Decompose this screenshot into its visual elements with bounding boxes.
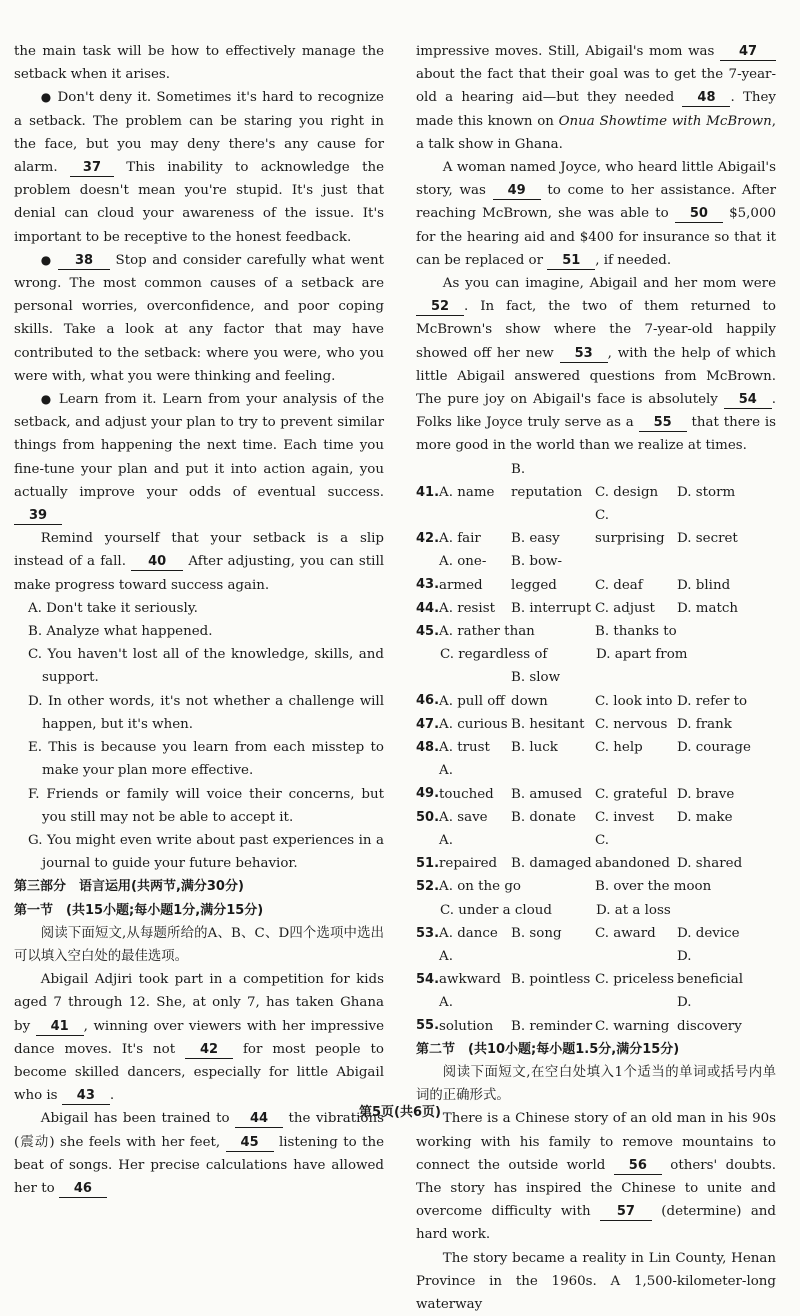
mcq-question (416, 620, 776, 666)
grammar-paragraph-2: The story became a reality in Lin County, Henan Province in the 1960s. A 1,500-kilometer-long waterway (416, 1250, 776, 1312)
answer-option[interactable]: A. trust (439, 740, 490, 756)
right-column (416, 40, 776, 1316)
question-number: 50. (416, 809, 440, 825)
answer-option[interactable]: C. abandoned (595, 832, 670, 872)
option-list (14, 597, 384, 875)
grammar-paragraph-1: There is a Chinese story of an old man in his 90s working with his family to remove mountains to connect the outside world 56 others' doubts. The story has inspired the Chinese to unite and overcome difficulty with 57 (determine) and hard work. (416, 1111, 777, 1243)
mcq-question (416, 829, 776, 875)
question-number: 53. (416, 925, 440, 941)
mcq-question (416, 991, 776, 1037)
answer-option[interactable]: B. reputation (511, 461, 583, 500)
answer-option[interactable]: C. award (595, 925, 656, 941)
question-number: 47. (416, 716, 440, 732)
question-number: 46. (416, 693, 440, 709)
mcq-question (416, 945, 776, 991)
answer-option[interactable]: D. at a loss (596, 902, 671, 918)
page-footer: 第5页(共6页) (359, 1105, 441, 1120)
answer-option[interactable]: A. save (439, 809, 488, 825)
option-b: B. Analyze what happened. (28, 624, 213, 640)
question-number: 52. (416, 879, 440, 895)
left-paragraph-remind: Remind yourself that your setback is a slip instead of a fall. 40 After adjusting, you can still make progress toward success again. (14, 531, 385, 593)
question-number: 51. (416, 856, 440, 872)
blank-39[interactable]: 39 (14, 508, 62, 525)
cloze-paragraph-5: As you can imagine, Abigail and her mom were 52 . In fact, the two of them returned to McBrown's show where the 7-year-old happily showed off her new 53 , with the help of which little Abigail answered questions from McBrown. The pure joy on Abigail's face is absolutely 54 . Folks like Joyce truly serve as a 55 that there is more good in the world than we realize at times. (416, 276, 776, 454)
answer-option[interactable]: D. secret (677, 531, 738, 547)
question-number: 42. (416, 531, 440, 547)
answer-option[interactable]: C. adjust (595, 600, 655, 616)
answer-option[interactable]: D. storm (677, 484, 736, 500)
answer-option[interactable]: B. amused (511, 786, 583, 802)
answer-option[interactable]: B. slow down (511, 670, 561, 709)
bullet-icon: ● (40, 90, 53, 105)
bullet-icon: ● (40, 392, 53, 407)
answer-option[interactable]: D. discovery (677, 995, 742, 1034)
cloze-paragraph-3: impressive moves. Still, Abigail's mom was 47 about the fact that their goal was to get the 7-year-old a hearing aid—but they needed 48 . They made this known on Onua Showtime with McBrown, a talk show in Ghana. (416, 44, 776, 152)
mcq-question (416, 922, 776, 945)
mcq-list (416, 458, 776, 1038)
answer-option[interactable]: B. easy (511, 531, 560, 547)
question-number: 54. (416, 972, 440, 988)
answer-option[interactable]: C. nervous (595, 716, 668, 732)
answer-option[interactable]: D. shared (677, 856, 743, 872)
section2-instruction: 阅读下面短文,在空白处填入1个适当的单词或括号内单词的正确形式。 (416, 1064, 776, 1104)
mcq-question (416, 666, 776, 712)
cloze-paragraph-4: A woman named Joyce, who heard little Abigail's story, was 49 to come to her assistance. After reaching McBrown, she was able to 50 $5,000 for the hearing aid and $400 for insurance so that it can be replaced or 51 , if needed. (416, 160, 776, 268)
answer-option[interactable]: A. solution (439, 995, 494, 1034)
section1-instruction: 阅读下面短文,从每题所给的A、B、C、D四个选项中选出可以填入空白处的最佳选项。 (14, 925, 384, 964)
question-number: 48. (416, 740, 440, 756)
answer-option[interactable]: B. song (511, 925, 562, 941)
answer-option[interactable]: B. pointless (511, 972, 591, 988)
answer-option[interactable]: C. invest (595, 809, 654, 825)
blank-52[interactable]: 52 (416, 299, 464, 316)
question-number: 41. (416, 484, 440, 500)
answer-option[interactable]: D. make (677, 809, 733, 825)
question-number: 43. (416, 577, 440, 593)
answer-option[interactable]: A. repaired (439, 832, 498, 872)
answer-option[interactable]: C. regardless of (440, 647, 548, 663)
answer-option[interactable]: A. fair (439, 531, 481, 547)
option-c: C. You haven't lost all of the knowledge, skills, and support. (28, 647, 384, 686)
left-paragraph-1: the main task will be how to effectively manage the setback when it arises. (14, 44, 384, 83)
answer-option[interactable]: D. match (677, 600, 738, 616)
question-number: 44. (416, 600, 440, 616)
answer-option[interactable]: A. touched (439, 763, 494, 802)
mcq-question (416, 759, 776, 805)
bullet-icon: ● (40, 252, 53, 267)
blank-38[interactable]: 38 (58, 253, 110, 270)
answer-option[interactable]: C. surprising (595, 508, 665, 547)
show-title: Onua Showtime with McBrown (558, 113, 772, 129)
answer-option[interactable]: C. grateful (595, 786, 668, 802)
answer-option[interactable]: B. thanks to (595, 624, 677, 640)
part3-title: 第三部分 语言运用(共两节,满分30分) (14, 879, 244, 895)
cloze-paragraph-2: Abigail has been trained to 44 the vibrations (震动) she feels with her feet, 45 listening to the beat of songs. Her precise calculations have allowed her to 46 (14, 1111, 384, 1196)
blank-46[interactable]: 46 (59, 1181, 107, 1198)
question-number: 45. (416, 624, 440, 640)
mcq-question (416, 458, 776, 504)
answer-option[interactable]: C. warning (595, 1018, 670, 1034)
blank-56[interactable]: 56 (614, 1158, 662, 1175)
blank-44[interactable]: 44 (235, 1111, 283, 1128)
blank-42[interactable]: 42 (185, 1042, 233, 1059)
answer-option[interactable]: D. device (677, 925, 740, 941)
answer-option[interactable]: D. frank (677, 716, 732, 732)
blank-48[interactable]: 48 (682, 90, 730, 107)
answer-option[interactable]: D. beneficial (677, 948, 744, 988)
answer-option[interactable]: B. bow-legged (511, 554, 563, 593)
answer-option[interactable]: A. dance (439, 925, 498, 941)
mcq-question (416, 550, 776, 596)
option-f: F. Friends or family will voice their concerns, but you still may not be able to accept it. (28, 786, 384, 825)
answer-option[interactable]: B. reminder (511, 1018, 593, 1034)
answer-option[interactable]: C. deaf (595, 577, 643, 593)
answer-option[interactable]: A. one-armed (439, 554, 487, 593)
question-number: 55. (416, 1018, 440, 1034)
answer-option[interactable]: A. resist (439, 600, 495, 616)
answer-option[interactable]: B. damaged (511, 856, 592, 872)
section1-title: 第一节 (共15小题;每小题1分,满分15分) (14, 902, 264, 918)
answer-option[interactable]: A. pull off (439, 693, 505, 709)
option-e: E. This is because you learn from each misstep to make your plan more effective. (28, 740, 384, 779)
blank-53[interactable]: 53 (560, 346, 608, 363)
answer-option[interactable]: A. name (439, 484, 495, 500)
question-number: 49. (416, 786, 440, 802)
option-a: A. Don't take it seriously. (28, 600, 198, 616)
blank-57[interactable]: 57 (600, 1204, 652, 1221)
blank-40[interactable]: 40 (131, 554, 183, 571)
blank-45[interactable]: 45 (226, 1135, 274, 1152)
answer-option[interactable]: D. refer to (677, 693, 748, 709)
mcq-question (416, 736, 776, 759)
blank-49[interactable]: 49 (493, 183, 541, 200)
answer-option[interactable]: C. under a cloud (440, 902, 552, 918)
cloze-paragraph-1: Abigail Adjiri took part in a competition for kids aged 7 through 12. She, at only 7, has taken Ghana by 41 , winning over viewers with her impressive dance moves. It's not 42 for most people to become skilled dancers, especially for little Abigail who is 43 . (14, 972, 384, 1104)
mcq-question (416, 806, 776, 829)
answer-option[interactable]: B. luck (511, 740, 558, 756)
left-column (14, 40, 384, 1200)
blank-55[interactable]: 55 (639, 415, 687, 432)
answer-option[interactable]: D. apart from (596, 647, 688, 663)
tip-dont-deny: ● Don't deny it. Sometimes it's hard to recognize a setback. The problem can be staring you right in the face, but you may deny there's any cause for alarm. 37 This inability to acknowledge the problem doesn't mean you're stupid. It's just that denial can cloud your awareness of the issue. It's important to be receptive to the honest feedback. (14, 90, 384, 245)
answer-option[interactable]: B. donate (511, 809, 576, 825)
answer-option[interactable]: B. over the moon (595, 879, 712, 895)
blank-47[interactable]: 47 (720, 44, 776, 61)
answer-option[interactable]: C. look into (595, 693, 673, 709)
blank-41[interactable]: 41 (36, 1019, 84, 1036)
mcq-question (416, 713, 776, 736)
section2-title: 第二节 (共10小题;每小题1.5分,满分15分) (416, 1041, 680, 1057)
answer-option[interactable]: C. priceless (595, 972, 674, 988)
answer-option[interactable]: A. on the go (439, 879, 521, 895)
answer-option[interactable]: D. brave (677, 786, 735, 802)
answer-option[interactable]: C. design (595, 484, 659, 500)
mcq-question (416, 875, 776, 921)
answer-option[interactable]: A. awkward (439, 948, 502, 988)
option-g: G. You might even write about past experiences in a journal to guide your future behavior. (28, 832, 384, 872)
option-d: D. In other words, it's not whether a challenge will happen, but it's when. (28, 693, 384, 732)
blank-54[interactable]: 54 (724, 392, 772, 409)
answer-option[interactable]: B. hesitant (511, 716, 585, 732)
mcq-question (416, 597, 776, 620)
mcq-question (416, 504, 776, 550)
answer-option[interactable]: D. blind (677, 577, 731, 593)
blank-50[interactable]: 50 (675, 206, 723, 223)
blank-37[interactable]: 37 (70, 160, 114, 177)
answer-option[interactable]: D. courage (677, 740, 751, 756)
blank-43[interactable]: 43 (62, 1088, 110, 1105)
blank-51[interactable]: 51 (547, 253, 595, 270)
answer-option[interactable]: A. rather than (439, 624, 535, 640)
answer-option[interactable]: A. curious (439, 716, 508, 732)
answer-option[interactable]: C. help (595, 740, 643, 756)
tip-learn: ● Learn from it. Learn from your analysis of the setback, and adjust your plan to try to prevent similar things from happening the next time. Each time you fine-tune your plan and put it into action again, you actually improve your odds of eventual success. 39 (14, 392, 384, 524)
answer-option[interactable]: B. interrupt (511, 600, 591, 616)
tip-analyze: ● 38 Stop and consider carefully what went wrong. The most common causes of a setback are personal worries, overconfidence, and poor coping skills. Take a look at any factor that may have contributed to the setback: where you were, who you were with, what you were thinking and feeling. (14, 252, 384, 384)
